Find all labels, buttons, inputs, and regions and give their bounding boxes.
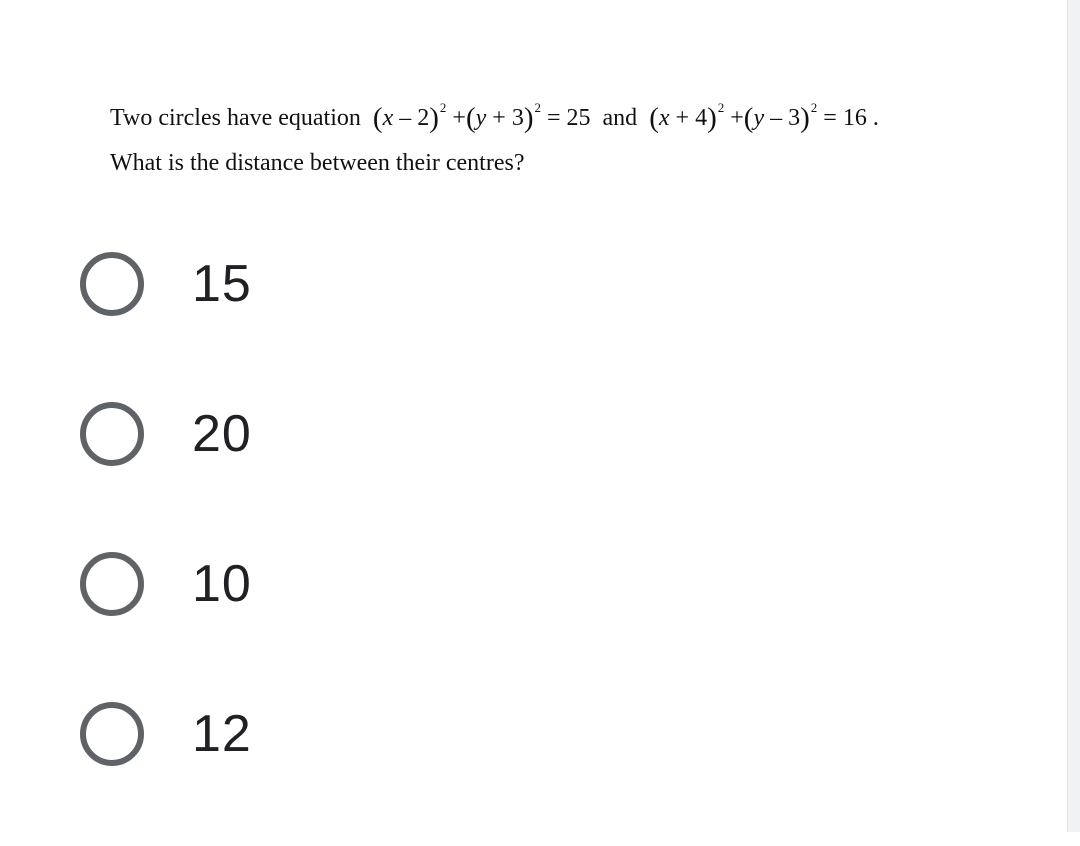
radio-button[interactable] (80, 552, 144, 616)
equation-line: Two circles have equation $(x - 2)^2 +(y + 3)^2 = 25$ and $(x + 4)^2 +(y - 3)^2 = 16$ . (110, 100, 879, 134)
scrollbar-track[interactable] (1067, 0, 1080, 832)
radio-button[interactable] (80, 702, 144, 766)
equation-2: $(x + 4)^2 +(y - 3)^2 = 16$ (649, 100, 867, 134)
option-label: 10 (192, 555, 252, 613)
option-item[interactable] (80, 659, 252, 809)
equation-1: $(x - 2)^2 +(y + 3)^2 = 25$ (372, 100, 591, 134)
question-image (110, 80, 990, 177)
option-label: 12 (192, 705, 252, 763)
radio-button[interactable] (80, 402, 144, 466)
option-item[interactable] (80, 509, 252, 659)
option-item[interactable] (80, 209, 252, 359)
option-item[interactable] (80, 359, 252, 509)
subquestion: What is the distance between their centres? (110, 150, 525, 176)
conjunction: and (602, 105, 638, 131)
question-intro: Two circles have equation (110, 105, 361, 131)
option-label: 20 (192, 405, 252, 463)
answer-options (80, 246, 252, 846)
option-label: 15 (192, 255, 252, 313)
radio-button[interactable] (80, 252, 144, 316)
